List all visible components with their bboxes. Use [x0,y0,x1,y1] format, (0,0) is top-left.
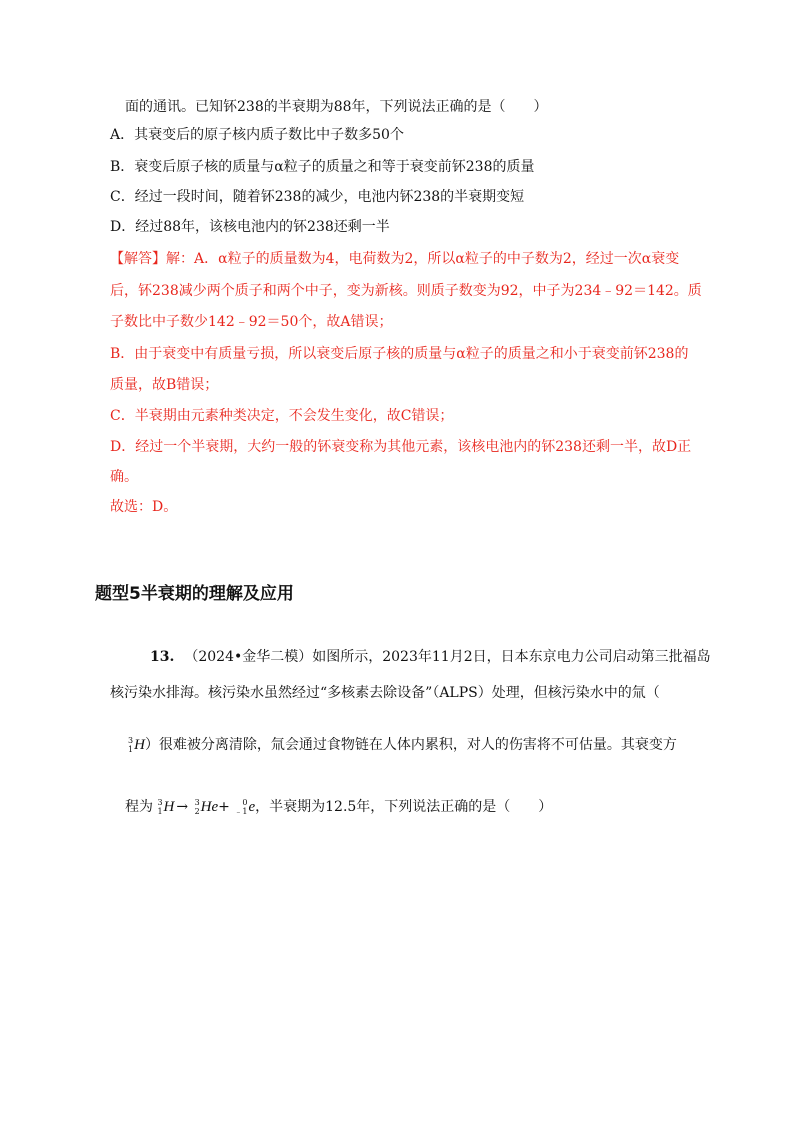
question-number: 13. [150,649,175,665]
answer-tag: 【解答】 [110,251,166,267]
option-text: 其衰变后的原子核内质子数比中子数多50个 [134,127,404,143]
option-text: 衰变后原子核的质量与α粒子的质量之和等于衰变前钚238的质量 [134,159,535,175]
answer-line-6: C．半衰期由元素种类决定，不会发生变化，故C错误； [110,408,454,424]
plus-sign: + [218,799,230,815]
section-heading: 题型5半衰期的理解及应用 [95,584,294,604]
option-c [110,188,524,206]
answer-line-1: 【解答】解：A．α粒子的质量数为4，电荷数为2，所以α粒子的中子数为2，经过一次α衰变 [110,251,680,267]
option-label: A． [110,127,135,143]
answer-line-4: B．由于衰变中有质量亏损，所以衰变后原子核的质量与α粒子的质量之和小于衰变前钚238的 [110,346,689,362]
option-a [110,126,404,144]
helium-nuclide: 3 2 He [194,798,219,816]
answer-line-2: 后，钚238减少两个质子和两个中子，变为新核。则质子数变为92，中子为234﹣92＝142。质 [110,283,702,299]
question13-line-1: 13. （2024•金华二模）如图所示，2023年11月2日，日本东京电力公司启动第三批福岛 [150,649,711,665]
option-text: 经过88年，该核电池内的钚238还剩一半 [135,219,390,235]
electron-particle: 0 ﹣1 e [234,798,256,816]
answer-line-7: D．经过一个半衰期，大约一般的钚衰变称为其他元素，该核电池内的钚238还剩一半，故D正 [110,439,692,455]
answer-line-5: 质量，故B错误； [110,377,219,393]
reaction-arrow: → [176,799,189,815]
option-label: B． [110,159,135,175]
option-label: D． [110,219,136,235]
option-text: 经过一段时间，随着钚238的减少，电池内钚238的半衰期变短 [134,189,525,205]
answer-line-3: 子数比中子数少142﹣92＝50个，故A错误； [110,314,393,330]
answer-conclusion: 故选：D。 [110,499,178,515]
option-d [110,218,390,236]
tritium-nuclide: 3 1 H [157,798,175,816]
question-intro-tail: 面的通讯。已知钚238的半衰期为88年，下列说法正确的是（ ） [125,99,548,115]
option-label: C． [110,189,135,205]
question13-line-4: 程为 3 1 H → 3 2 He+ 0 ﹣1 e，半衰期为12.5年，下列说法正确的是（ ） [125,798,553,816]
tritium-nuclide: 3 1 H [128,736,145,754]
answer-line-8: 确。 [110,469,138,485]
question13-line-3: 3 1 H）很难被分离清除，氚会通过食物链在人体内累积，对人的伤害将不可估量。其衰变方 [128,736,677,754]
option-b [110,158,534,176]
question13-line-2: 核污染水排海。核污染水虽然经过“多核素去除设备”（ALPS）处理，但核污染水中的氚（ [110,685,660,701]
